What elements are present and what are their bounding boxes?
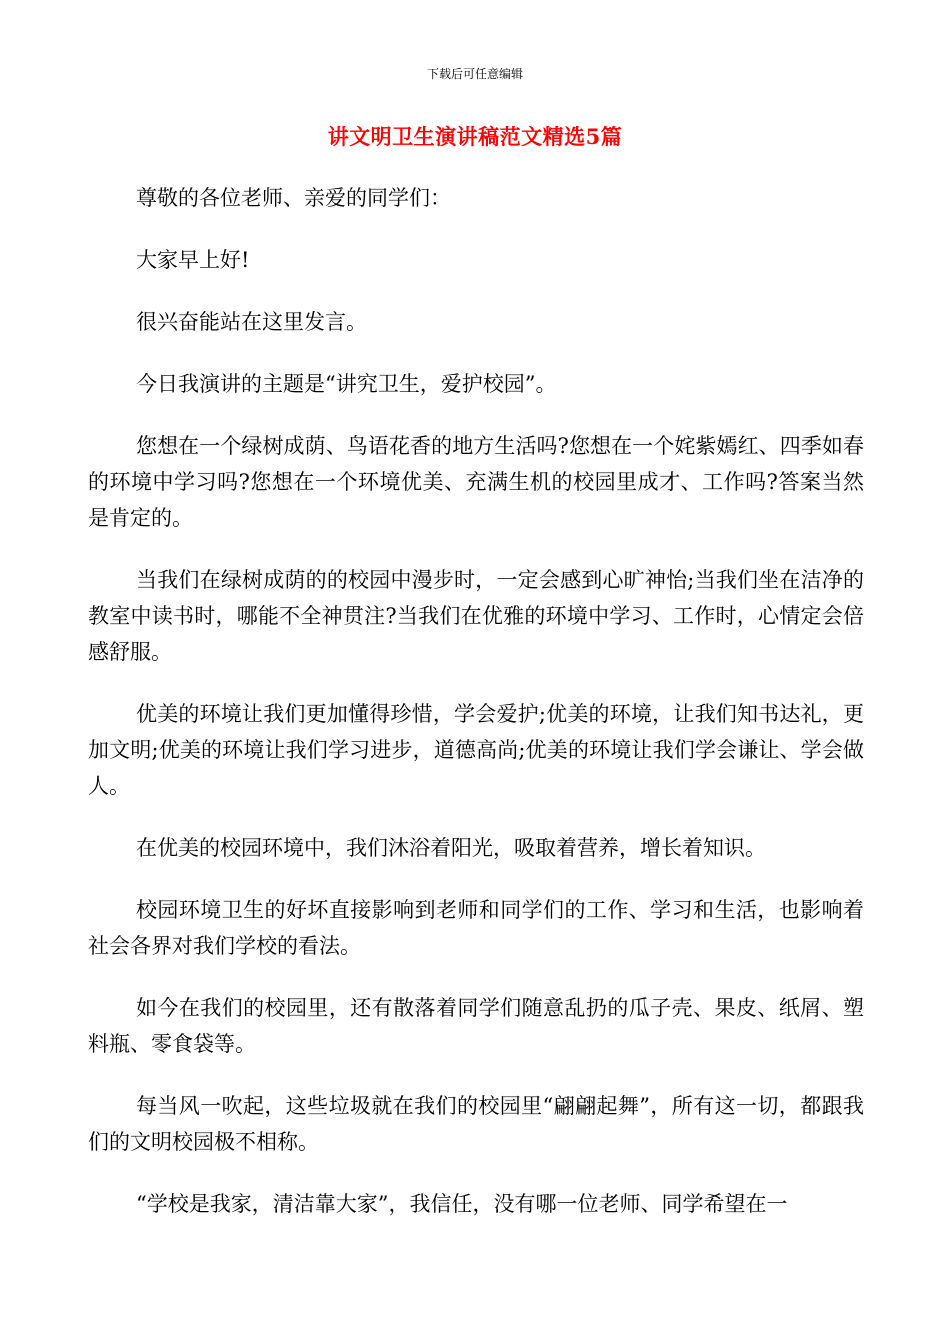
paragraph-salutation: 尊敬的各位老师、亲爱的同学们： bbox=[136, 186, 451, 210]
header-note: 下载后可任意编辑 bbox=[426, 67, 523, 81]
paragraph: 今日我演讲的主题是“讲究卫生，爱护校园”。 bbox=[136, 372, 557, 396]
paragraph-greeting: 大家早上好! bbox=[136, 248, 250, 272]
paragraph: “学校是我家，清洁靠大家”，我信任，没有哪一位老师、同学希望在一 bbox=[136, 1192, 788, 1216]
paragraph: 很兴奋能站在这里发言。 bbox=[136, 310, 367, 334]
paragraph: 在优美的校园环境中，我们沐浴着阳光，吸取着营养，增长着知识。 bbox=[136, 836, 766, 860]
paragraph: 您想在一个绿树成荫、鸟语花香的地方生活吗?您想在一个姹紫嫣红、四季如春的环境中学习吗?您想在一个环境优美、充满生机的校园里成才、工作吗?答案当然是肯定的。 bbox=[88, 434, 864, 530]
paragraph: 当我们在绿树成荫的的校园中漫步时，一定会感到心旷神怡;当我们坐在洁净的教室中读书时，哪能不全神贯注?当我们在优雅的环境中学习、工作时，心情定会倍感舒服。 bbox=[88, 568, 864, 664]
paragraph: 每当风一吹起，这些垃圾就在我们的校园里“翩翩起舞”，所有这一切，都跟我们的文明校园极不相称。 bbox=[88, 1094, 864, 1154]
paragraph: 如今在我们的校园里，还有散落着同学们随意乱扔的瓜子壳、果皮、纸屑、塑料瓶、零食袋等。 bbox=[88, 996, 864, 1056]
document-body bbox=[88, 180, 864, 1248]
paragraph: 校园环境卫生的好坏直接影响到老师和同学们的工作、学习和生活，也影响着社会各界对我们学校的看法。 bbox=[88, 898, 864, 958]
paragraph: 优美的环境让我们更加懂得珍惜，学会爱护;优美的环境，让我们知书达礼，更加文明;优美的环境让我们学习进步，道德高尚;优美的环境让我们学会谦让、学会做人。 bbox=[88, 702, 864, 798]
document-title: 讲文明卫生演讲稿范文精选5篇 bbox=[327, 124, 623, 149]
